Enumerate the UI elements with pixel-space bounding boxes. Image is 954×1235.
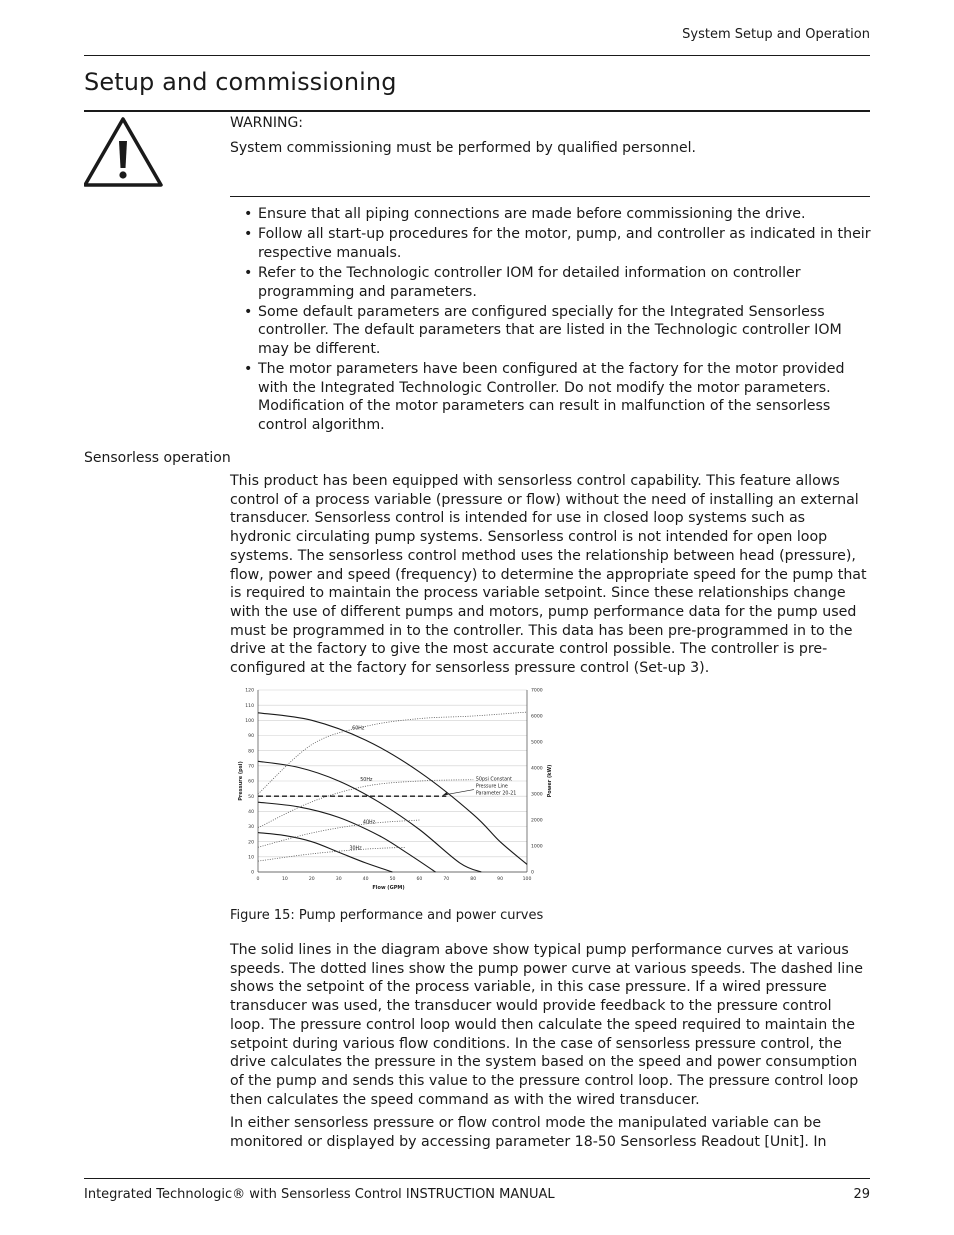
commissioning-bullet-list (244, 205, 874, 436)
y-tick-label: 60 (248, 779, 254, 785)
warning-rule (230, 196, 870, 197)
pressure-curve (258, 802, 436, 872)
y-tick-label: 20 (248, 840, 254, 846)
bullet-text: Some default parameters are configured specially for the Integrated Sensorless controller. The default parameters that are listed in the Technologic controller IOM may be different. (258, 303, 842, 357)
annotation-text: Pressure Line (475, 784, 508, 790)
y2-tick-label: 0 (531, 870, 534, 876)
bullet-text: Follow all start-up procedures for the motor, pump, and controller as indicated in their respective manuals. (258, 226, 871, 261)
bullet-dot: • (244, 226, 253, 243)
x-tick-label: 80 (470, 877, 477, 882)
y-tick-label: 10 (248, 855, 254, 861)
pump-performance-chart (230, 684, 556, 892)
x-tick-label: 0 (256, 877, 260, 882)
speed-label: 60Hz (352, 726, 365, 732)
page-number: 29 (853, 1187, 870, 1202)
y-tick-label: 70 (248, 764, 254, 770)
y2-tick-label: 7000 (531, 688, 543, 694)
list-item (244, 205, 874, 224)
y2-axis-label: Power (kW) (547, 764, 553, 798)
list-item (244, 360, 874, 434)
y2-tick-label: 2000 (531, 818, 543, 824)
annotation-text: 50psi Constant (475, 777, 512, 783)
y2-tick-label: 6000 (531, 714, 543, 720)
bullet-dot: • (244, 361, 253, 378)
y-tick-label: 0 (251, 870, 254, 876)
warning-text: System commissioning must be performed by qualified personnel. (230, 140, 696, 156)
speed-label: 50Hz (360, 778, 373, 783)
running-header: System Setup and Operation (682, 27, 870, 42)
warning-label: WARNING: (230, 115, 304, 131)
title-rule (84, 110, 870, 112)
y-tick-label: 110 (245, 703, 254, 709)
y2-tick-label: 5000 (531, 740, 543, 746)
chart-svg (230, 684, 556, 892)
bullet-text: The motor parameters have been configured at the factory for the motor provided with the Integrated Technologic Controller. Do not modify the motor parameters. Modification of the motor parameters can result in malfunction of the sensorless control algorithm. (258, 361, 845, 433)
figure-caption: Figure 15: Pump performance and power curves (230, 908, 544, 923)
power-curve (258, 820, 419, 847)
annotation-text: Parameter 20-21 (475, 791, 517, 797)
bullet-text: Ensure that all piping connections are made before commissioning the drive. (258, 206, 806, 222)
readout-paragraph: In either sensorless pressure or flow control mode the manipulated variable can be monitored or displayed by accessing parameter 18-50 Sensorless Readout [Unit]. In (230, 1115, 827, 1150)
y-tick-label: 80 (248, 749, 254, 755)
bullet-dot: • (244, 303, 253, 320)
header-rule (84, 55, 870, 56)
y2-tick-label: 4000 (531, 766, 543, 772)
x-tick-label: 60 (416, 877, 423, 882)
list-item (244, 303, 874, 359)
bullet-dot: • (244, 264, 253, 281)
x-tick-label: 10 (281, 877, 288, 882)
footer-rule (84, 1178, 870, 1179)
page-title: Setup and commissioning (84, 68, 397, 96)
y-tick-label: 40 (248, 809, 254, 815)
y-tick-label: 100 (245, 718, 254, 724)
y-tick-label: 30 (248, 825, 254, 831)
footer-manual-title: Integrated Technologic® with Sensorless Control INSTRUCTION MANUAL (84, 1187, 555, 1202)
y2-tick-label: 1000 (531, 844, 543, 850)
y2-tick-label: 3000 (531, 792, 543, 798)
list-item (244, 225, 874, 262)
x-tick-label: 90 (497, 877, 504, 882)
x-tick-label: 30 (335, 877, 342, 882)
x-tick-label: 40 (362, 877, 369, 882)
list-item (244, 264, 874, 301)
sensorless-intro-paragraph: This product has been equipped with sensorless control capability. This feature allows control of a process variable (pressure or flow) without the need of installing an external transducer. Sensorless control is intended for use in closed loop systems such as hydronic circulating pump systems. Sensorless control is not intended for open loop systems. The sensorless control method uses the relationship between head (pressure), flow, power and speed (frequency) to determine the appropriate speed for the pump that is required to maintain the process variable setpoint. Since these relationships change with the use of different pumps and motors, pump performance data for the pump used must be programmed in to the controller. This data has been pre-programmed in to the drive at the factory to give the most accurate control possible. The controller is pre-configured at the factory for sensorless pressure control (Set-up 3). (230, 473, 867, 677)
chart-explanation-paragraph: The solid lines in the diagram above show typical pump performance curves at various speeds. The dotted lines show the pump power curve at various speeds. The dashed line shows the setpoint of the process variable, in this case pressure. If a wired pressure transducer was used, the transducer would provide feedback to the pressure control loop. The pressure control loop would then calculate the speed required to maintain the setpoint during various flow conditions. In the case of sensorless pressure control, the drive calculates the pressure in the system based on the speed and power consumption of the pump and sends this value to the pressure control loop. The pressure control loop then calculates the speed command as with the wired transducer. (230, 942, 863, 1108)
x-tick-label: 70 (443, 877, 450, 882)
y-tick-label: 90 (248, 734, 254, 740)
speed-label: 30Hz (349, 846, 362, 852)
y-tick-label: 50 (248, 794, 254, 800)
y-tick-label: 120 (245, 688, 254, 694)
x-axis-label: Flow (GPM) (372, 885, 405, 891)
section-subheading: Sensorless operation (84, 450, 231, 466)
warning-triangle-icon (84, 116, 164, 188)
annotation-arrow-head (443, 792, 448, 795)
x-tick-label: 50 (389, 877, 396, 882)
bullet-dot: • (244, 206, 253, 222)
x-tick-label: 20 (308, 877, 315, 882)
x-tick-label: 100 (522, 877, 532, 882)
speed-label: 40Hz (362, 820, 376, 826)
y-axis-label: Pressure (psi) (238, 761, 244, 801)
bullet-text: Refer to the Technologic controller IOM for detailed information on controller programming and parameters. (258, 264, 801, 300)
